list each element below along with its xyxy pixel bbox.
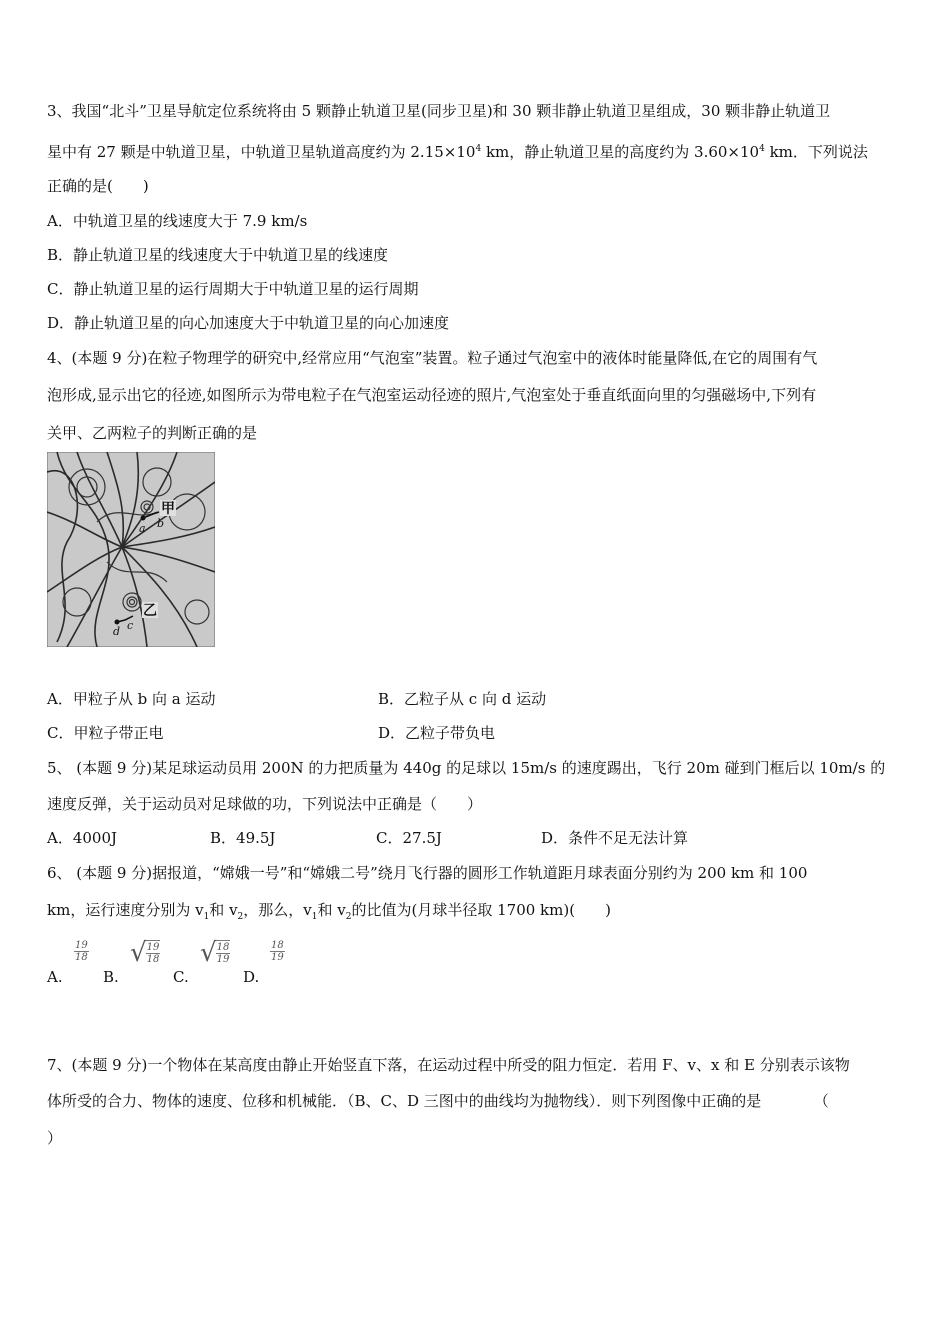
bubble-chamber-image <box>47 452 215 647</box>
q4-option-b: B．乙粒子从 c 向 d 运动 <box>378 690 547 708</box>
q4-option-c: C．甲粒子带正电 <box>47 724 164 742</box>
q4-line1: 4、(本题 9 分)在粒子物理学的研究中,经常应用“气泡室”装置。粒子通过气泡室中的液体时能量降低,在它的周围有气 <box>47 349 818 367</box>
bubble-chamber-photo <box>47 452 215 647</box>
q6-a-num: 19 <box>75 940 88 951</box>
q7-line1: 7、(本题 9 分)一个物体在某高度由静止开始竖直下落，在运动过程中所受的阻力恒定．若用 F、v、x 和 E 分别表示该物 <box>47 1056 850 1074</box>
q6-option-a-value <box>74 940 89 963</box>
q4-option-d: D．乙粒子带负电 <box>378 724 496 742</box>
q3-line2-c: km．下列说法 <box>764 143 868 161</box>
q6-sub1: 1 <box>203 912 210 922</box>
q5-option-b: B．49.5J <box>210 829 276 847</box>
q3-option-d: D．静止轨道卫星的向心加速度大于中轨道卫星的向心加速度 <box>47 314 450 332</box>
q6-line2-c: ，那么，v <box>243 901 312 919</box>
q5-option-d: D．条件不足无法计算 <box>541 829 689 847</box>
q4-line2: 泡形成,显示出它的径迹,如图所示为带电粒子在气泡室运动径迹的照片,气泡室处于垂直纸面向里的匀强磁场中,下列有 <box>47 386 817 404</box>
q3-line3: 正确的是( ) <box>47 177 149 195</box>
q6-d-num: 18 <box>271 940 284 951</box>
q3-option-a: A．中轨道卫星的线速度大于 7.9 km/s <box>47 212 308 230</box>
q6-option-c-value <box>200 940 230 966</box>
q3-line2 <box>47 138 910 160</box>
q6-b-num: 19 <box>146 942 160 953</box>
q6-option-d-label: D. <box>243 968 260 986</box>
q6-option-c-label: C. <box>173 968 189 986</box>
q7-line3: ） <box>47 1129 63 1147</box>
label-c: c <box>127 619 134 632</box>
q6-line2-d: 和 v <box>317 901 346 919</box>
q4-line3: 关甲、乙两粒子的判断正确的是 <box>47 424 258 442</box>
q6-line2 <box>47 899 910 921</box>
q6-option-a-label: A. <box>47 968 63 986</box>
q6-line2-a: km，运行速度分别为 v <box>47 901 204 919</box>
q6-option-d-value <box>270 940 285 963</box>
q6-d-den: 19 <box>271 952 284 963</box>
label-jia: 甲 <box>161 501 175 517</box>
q6-sub2: 2 <box>237 912 244 922</box>
label-b: b <box>157 517 165 530</box>
q6-line2-e: 的比值为(月球半径取 1700 km)( ) <box>351 901 611 919</box>
q6-option-b-label: B. <box>103 968 119 986</box>
q6-option-b-value <box>130 940 160 966</box>
label-yi: 乙 <box>143 603 157 619</box>
q5-option-a: A．4000J <box>47 829 118 847</box>
q4-option-a: A．甲粒子从 b 向 a 运动 <box>47 690 216 708</box>
q6-b-den: 18 <box>146 954 160 965</box>
q6-c-den: 19 <box>216 954 230 965</box>
q3-line2-a: 星中有 27 颗是中轨道卫星，中轨道卫星轨道高度约为 2.15×10 <box>47 143 476 161</box>
label-a: a <box>139 522 146 535</box>
q3-option-c: C．静止轨道卫星的运行周期大于中轨道卫星的运行周期 <box>47 280 419 298</box>
q3-exp2: 4 <box>759 144 765 154</box>
q6-sub3: 1 <box>311 912 318 922</box>
q5-line1: 5、 (本题 9 分)某足球运动员用 200N 的力把质量为 440g 的足球以 15m/s 的速度踢出，飞行 20m 碰到门框后以 10m/s 的 <box>47 759 886 777</box>
q3-line2-b: km，静止轨道卫星的高度约为 3.60×10 <box>481 143 760 161</box>
q6-a-den: 18 <box>75 952 88 963</box>
q7-line2: 体所受的合力、物体的速度、位移和机械能．（B、C、D 三图中的曲线均为抛物线）．则下列图像中正确的是 （ <box>47 1092 829 1110</box>
q6-sub4: 2 <box>345 912 352 922</box>
q6-c-num: 18 <box>216 942 230 953</box>
q3-exp1: 4 <box>475 144 482 154</box>
q5-option-c: C．27.5J <box>376 829 442 847</box>
q5-line2: 速度反弹，关于运动员对足球做的功，下列说法中正确是（ ） <box>47 795 483 813</box>
sqrt-symbol: √ <box>200 938 217 968</box>
q6-line1: 6、 (本题 9 分)据报道，“嫦娥一号”和“嫦娥二号”绕月飞行器的圆形工作轨道距月球表面分别约为 200 km 和 100 <box>47 864 808 882</box>
label-d: d <box>113 625 121 638</box>
q3-line1: 3、我国“北斗”卫星导航定位系统将由 5 颗静止轨道卫星(同步卫星)和 30 颗非静止轨道卫星组成，30 颗非静止轨道卫 <box>47 102 831 120</box>
q6-line2-b: 和 v <box>209 901 238 919</box>
q3-option-b: B．静止轨道卫星的线速度大于中轨道卫星的线速度 <box>47 246 389 264</box>
sqrt-symbol: √ <box>130 938 147 968</box>
